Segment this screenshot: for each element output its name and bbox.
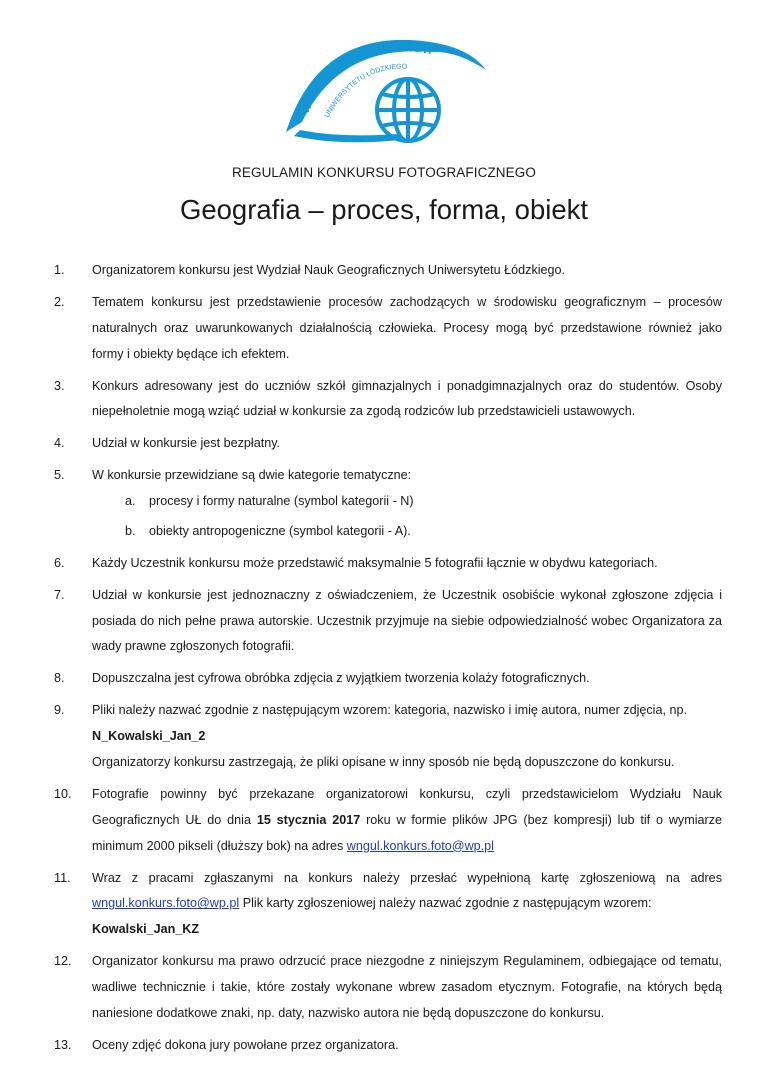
rule-item [54,583,722,660]
rule-number: 3. [54,378,65,393]
rule-number: 7. [54,587,65,602]
email-link[interactable]: wngul.konkurs.foto@wp.pl [92,896,240,911]
category-text: procesy i formy naturalne (symbol kategorii - N) [149,494,414,509]
rule-text: Dopuszczalna jest cyfrowa obróbka zdjęcia z wyjątkiem tworzenia kolaży fotograficznych. [92,671,590,686]
rule-text: Oceny zdjęć dokona jury powołane przez organizatora. [92,1037,399,1052]
rule-text: Plik karty zgłoszeniowej należy nazwać zgodnie z następującym wzorem: [242,896,652,911]
document-title: Geografia – proces, forma, obiekt [179,194,589,225]
category-list [92,489,722,545]
rule-text: W konkursie przewidziane są dwie kategorie tematyczne: [92,468,412,483]
rule-item [54,290,722,367]
rule-text: Organizatorem konkursu jest Wydział Nauk Geograficznych Uniwersytetu Łódzkiego. [92,263,566,277]
rule-text: Pliki należy nazwać zgodnie z następującym wzorem: kategoria, nazwisko i imię autora, numer zdjęcia, np. [92,703,687,718]
rule-item [54,698,722,775]
rule-number: 13. [54,1037,72,1052]
rule-number: 5. [54,468,65,483]
rule-item [54,551,722,577]
rule-text: Konkurs adresowany jest do uczniów szkół gimnazjalnych i ponadgimnazjalnych oraz do studentów. Osoby niepełnoletnie mogą wziąć udział w konkursie za zgodą rodziców lub przedstawicieli ustawowych. [92,378,722,419]
rule-note: Organizatorzy konkursu zastrzegają, że pliki opisane w inny sposób nie będą dopuszczone do konkursu. [92,755,675,770]
rule-text: Tematem konkursu jest przedstawienie procesów zachodzących w środowisku geograficznym – procesów naturalnych oraz uwarunkowanych działalnością człowieka. Procesy mogą być przedstawione również jako formy i obiekty będące ich efektem. [92,294,722,361]
category-item [125,489,722,515]
rule-text: Organizator konkursu ma prawo odrzucić prace niezgodne z niniejszym Regulaminem, odbiegające od tematu, wadliwe technicznie i takie, które zostały wykonane wbrew zasadom etycznym. Fotografie, na których będą naniesione dodatkowe znaki, np. daty, nazwisko autora nie będą dopuszczone do konkursu. [92,954,722,1020]
rule-item [54,258,722,284]
document-subtitle: REGULAMIN KONKURSU FOTOGRAFICZNEGO [232,165,536,180]
rule-item [54,463,722,544]
rule-item [54,374,722,426]
rule-item [54,431,722,457]
rule-number: 10. [54,787,72,802]
rule-item [54,782,722,859]
rule-text: Wraz z pracami zgłaszanymi na konkurs należy przesłać wypełnioną kartę zgłoszeniową na adres [92,870,722,885]
rule-item [54,666,722,692]
category-letter: a. [125,494,136,509]
rule-text: Fotografie powinny być przekazane organizatorowi konkursu, czyli przedstawicielom Wydziału Nauk Geograficznych UŁ do dnia [92,787,722,827]
rule-text: Każdy Uczestnik konkursu może przedstawić maksymalnie 5 fotografii łącznie w obydwu kategoriach. [92,555,658,570]
rule-item [54,949,722,1026]
faculty-logo [280,14,490,154]
rule-text: Udział w konkursie jest bezpłatny. [92,436,281,451]
rules-list [54,258,722,1065]
rule-text: Udział w konkursie jest jednoznaczny z oświadczeniem, że Uczestnik osobiście wykonał zgłoszone zdjęcia i posiada do nich pełne prawa autorskie. Uczestnik przyjmuje na siebie odpowiedzialność wobec Organizatora za wady prawne zgłoszonych fotografii. [92,587,722,654]
deadline-date: 15 stycznia 2017 [256,812,361,827]
filename-example: Kowalski_Jan_KZ [92,922,200,937]
rule-number: 2. [54,294,65,309]
globe-eye-icon [280,14,490,154]
filename-example: N_Kowalski_Jan_2 [92,729,206,744]
rule-number: 9. [54,703,65,718]
logo-arc-bottom-text: UNIWERSYTETU ŁÓDZKIEGO [323,63,408,119]
rule-number: 6. [54,555,65,570]
category-letter: b. [125,523,136,538]
rule-number: 4. [54,436,65,451]
email-link[interactable]: wngul.konkurs.foto@wp.pl [346,838,494,853]
rule-number: 11. [54,870,71,885]
rule-text: roku w formie plików JPG (bez kompresji) lub tif o wymiarze minimum 2000 pikseli (dłuższy bok) na adres [92,812,723,853]
category-item [125,519,722,545]
logo-arc-top-text: WYDZIAŁ NAUK GEOGRAFICZNY [300,42,435,116]
rule-number: 8. [54,671,65,686]
rule-item [54,1033,722,1059]
rule-item [54,866,722,943]
rule-number: 1. [54,263,65,277]
rule-number: 12. [54,954,72,969]
category-text: obiekty antropogeniczne (symbol kategorii - A). [149,523,411,538]
